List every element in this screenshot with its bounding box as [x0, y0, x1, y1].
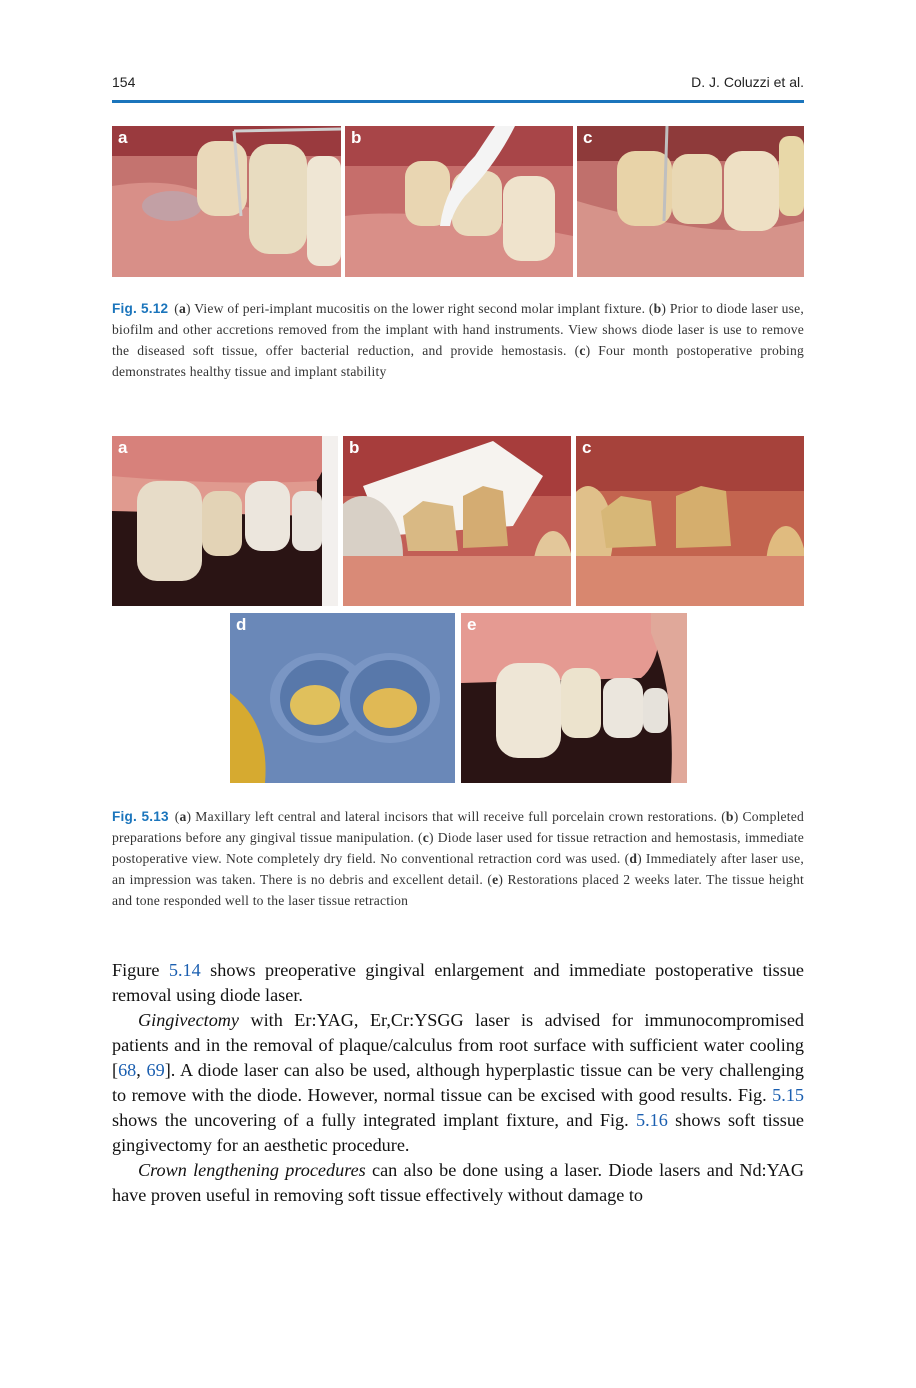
reference-link[interactable]: 69 — [146, 1060, 165, 1080]
fig-5-12-panel-c — [577, 126, 804, 277]
panel-label: b — [351, 128, 362, 147]
panel-ref: c — [579, 343, 586, 358]
figure-label: Fig. 5.12 — [112, 301, 169, 316]
reference-link[interactable]: 5.16 — [636, 1110, 668, 1130]
fig-5-13-panel-b — [343, 436, 571, 606]
panel-label: d — [236, 615, 247, 634]
header-rule — [112, 100, 804, 103]
panel-ref: a — [179, 301, 187, 316]
body-text — [112, 958, 804, 1208]
caption-text: (a) View of peri-implant mucositis on the lower right second molar implant fixture. (b) Prior to diode laser use, biofilm and other accretions removed from the implant with hand instruments. View shows diode laser is use to remove the diseased soft tissue, offer bacterial reduction, and provide hemostasis. (c) Four month postoperative probing demonstrates healthy tissue and implant stability — [112, 301, 804, 379]
fig-5-13-caption — [112, 806, 804, 911]
italic-term: Crown lengthening procedures — [138, 1160, 366, 1180]
fig-5-13-panel-c — [576, 436, 804, 606]
paragraph: Crown lengthening procedures can also be done using a laser. Diode lasers and Nd:YAG have proven useful in removing soft tissue effectively without damage to — [112, 1160, 804, 1205]
reference-link[interactable]: 68 — [118, 1060, 137, 1080]
paragraph: Figure 5.14 shows preoperative gingival enlargement and immediate postoperative tissue removal using diode laser. — [112, 960, 804, 1005]
fig-5-12-panel-b — [345, 126, 573, 277]
fig-5-13-panel-e — [461, 613, 687, 783]
page-number: 154 — [112, 74, 136, 90]
panel-ref: b — [725, 809, 734, 824]
caption-text: (a) Maxillary left central and lateral incisors that will receive full porcelain crown restorations. (b) Completed preparations before any gingival tissue manipulation. (c) Diode laser used for tissue retraction and hemostasis, immediate postoperative view. Note completely dry field. No conventional retraction cord was used. (d) Immediately after laser use, an impression was taken. There is no debris and excellent detail. (e) Restorations placed 2 weeks later. The tissue height and tone responded well to the laser tissue retraction — [112, 809, 804, 908]
fig-5-12-panel-a — [112, 126, 341, 277]
panel-label: a — [118, 128, 128, 147]
fig-5-13-panel-d — [230, 613, 455, 783]
panel-label: b — [349, 438, 360, 457]
panel-label: c — [583, 128, 593, 147]
running-header — [112, 74, 804, 98]
panel-ref: e — [492, 872, 499, 887]
panel-label: e — [467, 615, 477, 634]
reference-link[interactable]: 5.15 — [772, 1085, 804, 1105]
running-authors: D. J. Coluzzi et al. — [691, 74, 804, 90]
panel-ref: c — [422, 830, 429, 845]
panel-ref: d — [629, 851, 638, 866]
panel-label: c — [582, 438, 592, 457]
panel-ref: a — [179, 809, 187, 824]
italic-term: Gingivectomy — [138, 1010, 239, 1030]
fig-5-13-panel-a — [112, 436, 338, 606]
reference-link[interactable]: 5.14 — [168, 960, 201, 980]
fig-5-12-caption — [112, 298, 804, 382]
panel-ref: b — [653, 301, 662, 316]
paragraph: Gingivectomy with Er:YAG, Er,Cr:YSGG laser is advised for immunocompromised patients and in the removal of plaque/calculus from root surface with sufficient water cooling [68, 69]. A diode laser can also be used, although hyperplastic tissue can be very challenging to remove with the diode. However, normal tissue can be excised with good results. Fig. 5.15 shows the uncovering of a fully integrated implant fixture, and Fig. 5.16 shows soft tissue gingivectomy for an aesthetic procedure. — [112, 1010, 804, 1155]
panel-label: a — [118, 438, 128, 457]
figure-label: Fig. 5.13 — [112, 809, 169, 824]
